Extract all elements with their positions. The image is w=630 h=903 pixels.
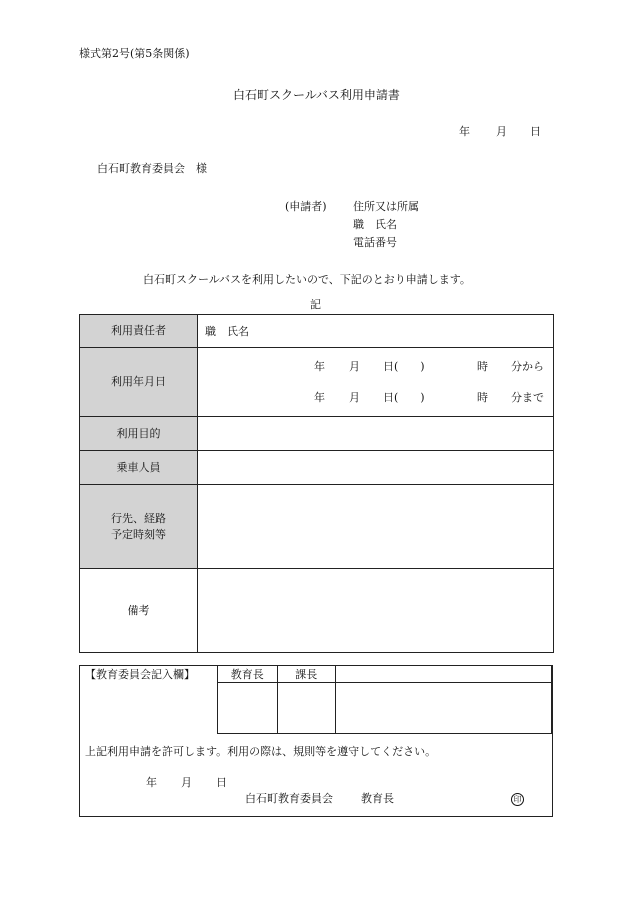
ki-marker: 記 bbox=[310, 298, 321, 311]
date1-year: 年 bbox=[314, 360, 325, 373]
applicant-label: (申請者) bbox=[285, 200, 327, 213]
stamp-box-superintendent[interactable] bbox=[218, 683, 278, 734]
approval-heading: 【教育委員会記入欄】 bbox=[85, 668, 195, 681]
page-title: 白石町スクールバス利用申請書 bbox=[233, 88, 400, 102]
stamp-box-row bbox=[218, 683, 552, 734]
seal-icon: 印 bbox=[511, 793, 524, 806]
destination-label-line1: 行先、経路 bbox=[111, 511, 166, 525]
intro-text: 白石町スクールバスを利用したいので、下記のとおり申請します。 bbox=[143, 273, 471, 286]
stamp-col-blank bbox=[336, 666, 552, 683]
stamp-table bbox=[217, 665, 552, 734]
date-label: 利用年月日 bbox=[80, 348, 198, 417]
row-remarks bbox=[80, 569, 554, 653]
date1-month: 月 bbox=[349, 360, 360, 373]
seal-mark bbox=[511, 792, 524, 806]
approval-year: 年 bbox=[146, 776, 157, 789]
date-year: 年 bbox=[459, 125, 470, 138]
destination-label bbox=[80, 485, 198, 569]
passengers-value[interactable] bbox=[198, 451, 554, 485]
form-number: 様式第2号(第5条関係) bbox=[79, 47, 190, 60]
stamp-col-superintendent: 教育長 bbox=[218, 666, 278, 683]
remarks-label: 備考 bbox=[80, 569, 198, 653]
date1-day: 日( ) bbox=[383, 360, 425, 373]
stamp-box-blank[interactable] bbox=[336, 683, 552, 734]
date1-hour: 時 bbox=[477, 360, 488, 373]
destination-value[interactable] bbox=[198, 485, 554, 569]
date2-hour: 時 bbox=[477, 391, 488, 404]
purpose-label: 利用目的 bbox=[80, 417, 198, 451]
approval-day: 日 bbox=[216, 776, 227, 789]
issuer-name: 白石町教育委員会 bbox=[245, 792, 333, 805]
applicant-address-label: 住所又は所属 bbox=[353, 200, 419, 213]
application-table bbox=[79, 314, 554, 653]
responsible-value[interactable]: 職 氏名 bbox=[198, 315, 554, 348]
approval-section bbox=[79, 665, 553, 817]
row-destination bbox=[80, 485, 554, 569]
date-month: 月 bbox=[496, 125, 507, 138]
destination-label-line2: 予定時刻等 bbox=[111, 527, 166, 541]
date2-year: 年 bbox=[314, 391, 325, 404]
date2-day: 日( ) bbox=[383, 391, 425, 404]
date2-month: 月 bbox=[349, 391, 360, 404]
permission-text: 上記利用申請を許可します。利用の際は、規則等を遵守してください。 bbox=[85, 745, 437, 758]
row-usage-date bbox=[80, 348, 554, 417]
purpose-value[interactable] bbox=[198, 417, 554, 451]
approval-month: 月 bbox=[181, 776, 192, 789]
applicant-name-label: 職 氏名 bbox=[353, 218, 397, 231]
addressee: 白石町教育委員会 様 bbox=[97, 162, 207, 175]
stamp-header-row bbox=[218, 666, 552, 683]
remarks-value[interactable] bbox=[198, 569, 554, 653]
date-day: 日 bbox=[530, 125, 541, 138]
stamp-box-section-chief[interactable] bbox=[277, 683, 336, 734]
stamp-col-section-chief: 課長 bbox=[277, 666, 336, 683]
applicant-phone-label: 電話番号 bbox=[353, 236, 397, 249]
passengers-label: 乗車人員 bbox=[80, 451, 198, 485]
responsible-label: 利用責任者 bbox=[80, 315, 198, 348]
row-purpose bbox=[80, 417, 554, 451]
date1-min: 分から bbox=[511, 360, 544, 373]
row-passengers bbox=[80, 451, 554, 485]
date2-min: 分まで bbox=[511, 391, 544, 404]
row-responsible bbox=[80, 315, 554, 348]
issuer-title: 教育長 bbox=[361, 792, 394, 805]
usage-date-cell[interactable] bbox=[198, 348, 554, 417]
